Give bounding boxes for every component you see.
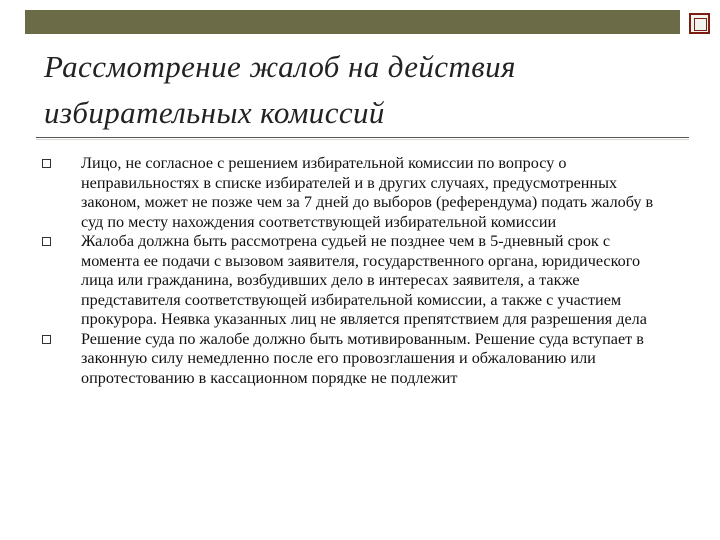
slide-title xyxy=(44,44,684,136)
bullet-text: Жалоба должна быть рассмотрена судьей не позднее чем в 5-дневный срок с момента ее подачи с вызовом заявителя, государственного органа, юридического лица или гражданина, возбудивших дело в интересах заявителя, а также представителя соответствующей избирательной комиссии, а также с участием прокурора. Неявка указанных лиц не является препятствием для разрешения дела xyxy=(81,232,647,328)
slide-title-line-2: избирательных комиссий xyxy=(44,95,385,130)
slide-title-line-1: Рассмотрение жалоб на действия xyxy=(44,49,516,84)
bullet-text: Лицо, не согласное с решением избирательной комиссии по вопросу о неправильностях в списке избирателей и в других случаях, предусмотренных законом, может не позже чем за 7 дней до выборов (референдума) подать жалобу в суд по месту нахождения соответствующей избирательной комиссии xyxy=(81,154,654,231)
bullet-list xyxy=(0,154,720,388)
square-bullet-icon xyxy=(42,159,51,168)
bullet-item-complaint-filing xyxy=(0,154,671,232)
square-bullet-icon xyxy=(42,335,51,344)
title-divider xyxy=(36,137,689,138)
bullet-item-court-decision xyxy=(0,330,671,389)
bullet-item-complaint-review xyxy=(0,232,671,330)
bullet-text: Решение суда по жалобе должно быть мотивированным. Решение суда вступает в законную силу немедленно после его провозглашения и обжалованию или опротестованию в кассационном порядке не подлежит xyxy=(81,329,644,387)
header-decor-bar xyxy=(25,10,680,34)
square-bullet-icon xyxy=(42,237,51,246)
corner-square-icon xyxy=(689,13,710,34)
title-divider-shadow xyxy=(36,139,689,140)
